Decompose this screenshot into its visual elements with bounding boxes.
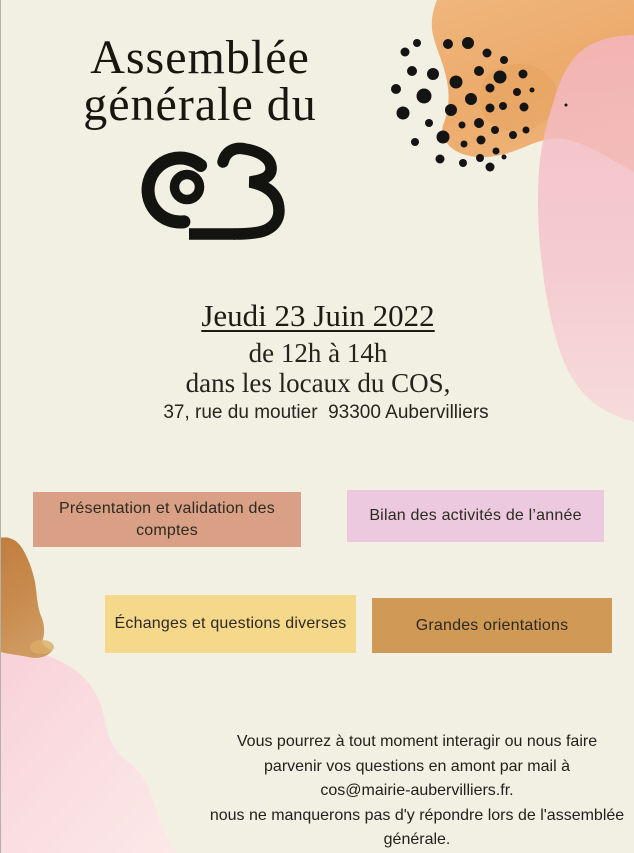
event-details	[10, 298, 626, 426]
agenda-box-bilan	[347, 490, 604, 542]
event-address: 37, rue du moutier 93300 Aubervilliers	[163, 402, 489, 423]
pink-blob-bottom	[0, 652, 176, 853]
footer-note	[200, 730, 634, 853]
footer-line: parvenir vos questions en amont par mail à	[264, 757, 570, 775]
left-edge-border	[0, 0, 1, 853]
event-date: Jeudi 23 Juin 2022	[201, 298, 435, 333]
poster-title	[30, 31, 370, 131]
footer-line: générale.	[383, 831, 451, 849]
footer-line: nous ne manquerons pas d'y répondre lors de l'assemblée	[209, 806, 625, 824]
footer-email-line: cos@mairie-aubervilliers.fr.	[320, 782, 514, 800]
agenda-box-label: Présentation et validation des comptes	[59, 499, 275, 539]
watercolor-decoration-bottom-left	[0, 518, 200, 853]
logo-o-stroke	[175, 175, 200, 200]
title-line-1: Assemblée	[90, 31, 310, 84]
title-line-2: générale du	[83, 78, 317, 131]
tan-blob	[0, 537, 54, 658]
agenda-box-label: Échanges et questions diverses	[114, 615, 347, 632]
agenda-box-orientations	[372, 598, 612, 653]
agenda-box-label: Bilan des activités de l’année	[369, 507, 582, 524]
logo-s-stroke	[223, 148, 279, 234]
agenda-box-label: Grandes orientations	[415, 616, 569, 634]
agenda-box-comptes	[33, 492, 301, 547]
cos-logo	[130, 135, 290, 265]
event-time: de 12h à 14h	[248, 338, 388, 368]
agenda-box-echanges	[105, 595, 356, 653]
event-place: dans les locaux du COS,	[185, 368, 451, 398]
footer-line: Vous pourrez à tout moment interagir ou nous faire	[236, 733, 598, 750]
